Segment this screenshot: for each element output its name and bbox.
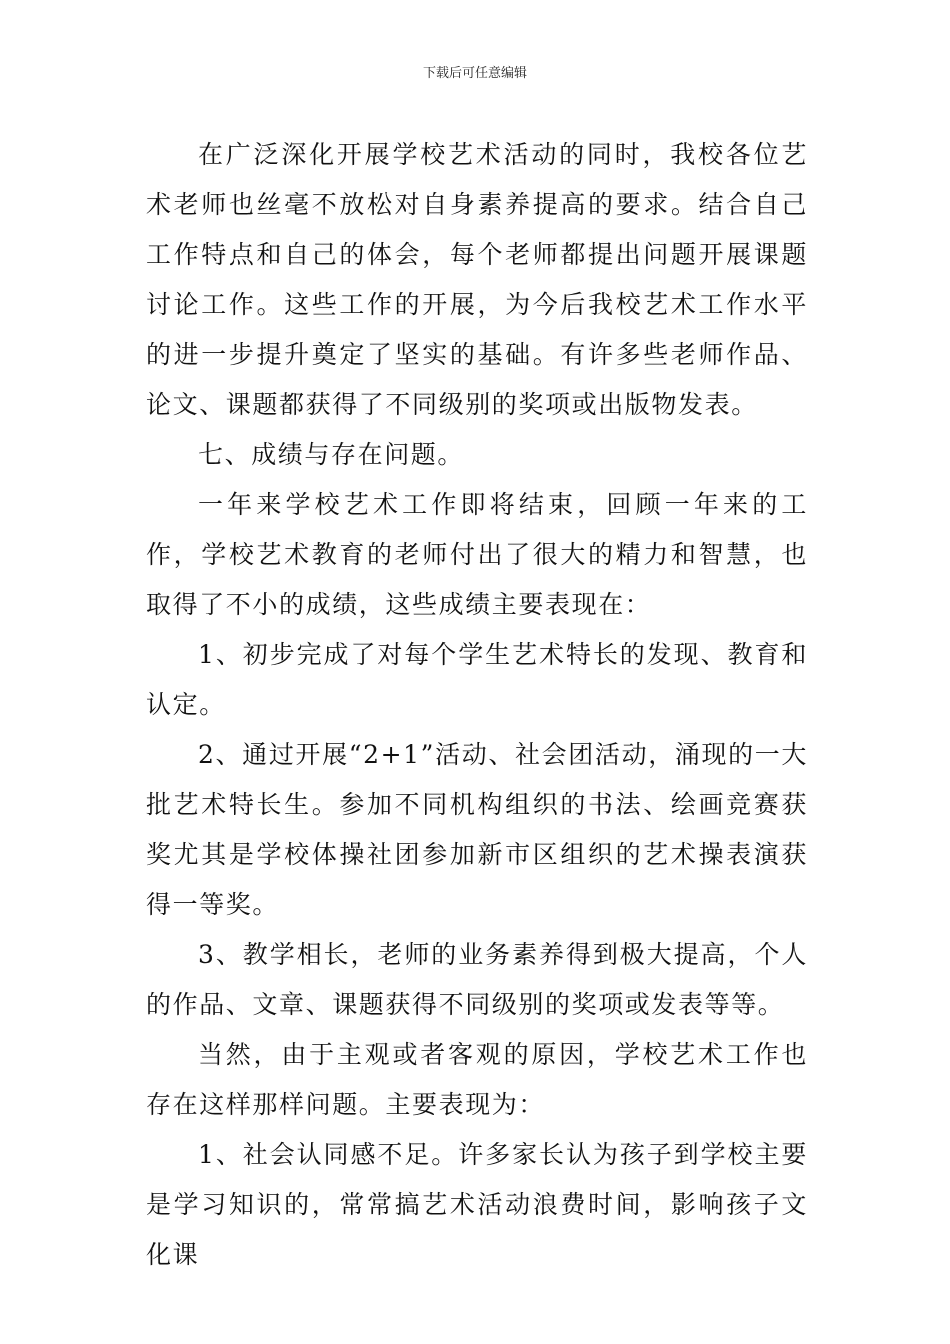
list-item-problem-1: 1、社会认同感不足。许多家长认为孩子到学校主要是学习知识的，常常搞艺术活动浪费时间，影响孩子文化课 bbox=[146, 1140, 808, 1269]
paragraph-teacher-improvement: 在广泛深化开展学校艺术活动的同时，我校各位艺术老师也丝毫不放松对自身素养提高的要求。结合自己工作特点和自己的体会，每个老师都提出问题开展课题讨论工作。这些工作的开展，为今后我校艺术工作水平的进一步提升奠定了坚实的基础。有许多些老师作品、论文、课题都获得了不同级别的奖项或出版物发表。 bbox=[146, 140, 808, 419]
page-header: 下载后可任意编辑 bbox=[422, 66, 527, 81]
paragraph-problems-intro: 当然，由于主观或者客观的原因，学校艺术工作也存在这样那样问题。主要表现为： bbox=[146, 1040, 808, 1119]
document-body bbox=[146, 130, 808, 1280]
list-item-achievement-1: 1、初步完成了对每个学生艺术特长的发现、教育和认定。 bbox=[146, 640, 808, 719]
list-item-achievement-3: 3、教学相长，老师的业务素养得到极大提高，个人的作品、文章、课题获得不同级别的奖项或发表等等。 bbox=[146, 940, 808, 1019]
paragraph-year-review: 一年来学校艺术工作即将结束，回顾一年来的工作，学校艺术教育的老师付出了很大的精力和智慧，也取得了不小的成绩，这些成绩主要表现在： bbox=[146, 490, 808, 619]
section-heading-achievements-problems: 七、成绩与存在问题。 bbox=[198, 440, 465, 469]
list-item-achievement-2: 2、通过开展“2+1”活动、社会团活动，涌现的一大批艺术特长生。参加不同机构组织的书法、绘画竞赛获奖尤其是学校体操社团参加新市区组织的艺术操表演获得一等奖。 bbox=[146, 740, 808, 919]
